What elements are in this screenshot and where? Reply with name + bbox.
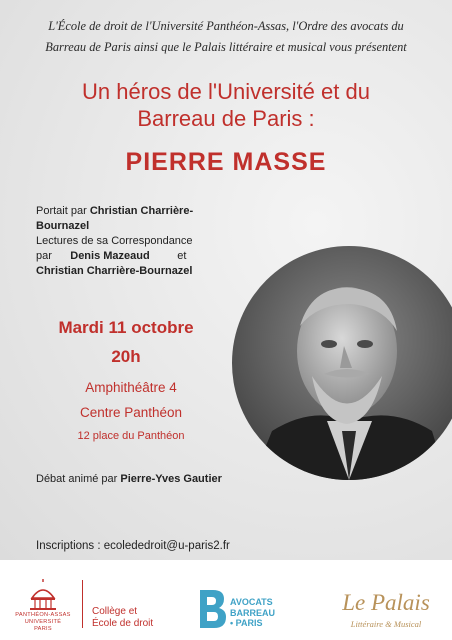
assas-line-1: PANTHÉON-ASSAS: [15, 612, 71, 618]
readings-and: et: [174, 250, 187, 262]
college-line-1: Collège et: [92, 606, 138, 617]
portrait-illustration: [232, 246, 452, 480]
assas-logo-text: [6, 612, 80, 633]
debate-moderator: Pierre-Yves Gautier: [120, 473, 222, 485]
assas-line-2: UNIVERSITÉ: [24, 619, 62, 625]
event-building: Centre Panthéon: [79, 405, 183, 420]
avocats-line-1: AVOCATS: [230, 597, 273, 607]
event-date: Mardi 11 octobre: [58, 318, 194, 337]
assas-line-3: PARIS: [34, 626, 52, 632]
intro-line-1: L'École de droit de l'Université Panthéon-Assas, l'Ordre des avocats du: [48, 19, 404, 33]
college-logo-text: [92, 606, 153, 630]
avocats-line-2: BARREAU: [230, 607, 275, 618]
reader-1: Denis Mazeaud: [70, 250, 150, 262]
page-title: PIERRE MASSE: [125, 148, 327, 176]
readings-line: Lectures de sa Correspondance: [36, 235, 193, 247]
subtitle-line-2: Barreau de Paris :: [137, 106, 315, 131]
readings-credit: [36, 234, 226, 279]
event-time: 20h: [111, 347, 141, 366]
subtitle: [30, 78, 422, 132]
avocats-line-3: • PARIS: [230, 618, 263, 628]
event-address: 12 place du Panthéon: [77, 430, 185, 442]
intro-text: [14, 16, 438, 58]
college-divider: [82, 580, 83, 628]
subtitle-line-1: Un héros de l'Université et du: [82, 79, 370, 104]
palais-logo-subtitle: Littéraire & Musical: [350, 619, 422, 629]
debate-prefix: Débat animé par: [36, 473, 121, 485]
portrait-artist: Christian Charrière-Bournazel: [36, 205, 194, 232]
portrait-photo: [232, 246, 452, 480]
readings-par: par: [36, 250, 55, 262]
event-room: Amphithéâtre 4: [85, 380, 177, 395]
inscriptions-contact: Inscriptions : ecolededroit@u-paris2.fr: [36, 540, 230, 552]
avocats-logo-text: [230, 597, 275, 629]
pantheon-dome-icon: [26, 578, 60, 612]
portrait-credit: [36, 204, 226, 234]
avocats-b-logo-icon: [196, 588, 228, 630]
debate-credit: [36, 472, 226, 487]
reader-2: Christian Charrière-Bournazel: [36, 265, 193, 277]
intro-line-2: Barreau de Paris ainsi que le Palais littéraire et musical vous présentent: [45, 40, 407, 54]
credits-block: [36, 204, 226, 279]
palais-logo-title: Le Palais: [342, 590, 430, 615]
college-line-2: École de droit: [92, 618, 154, 629]
portrait-prefix: Portait par: [36, 205, 90, 217]
